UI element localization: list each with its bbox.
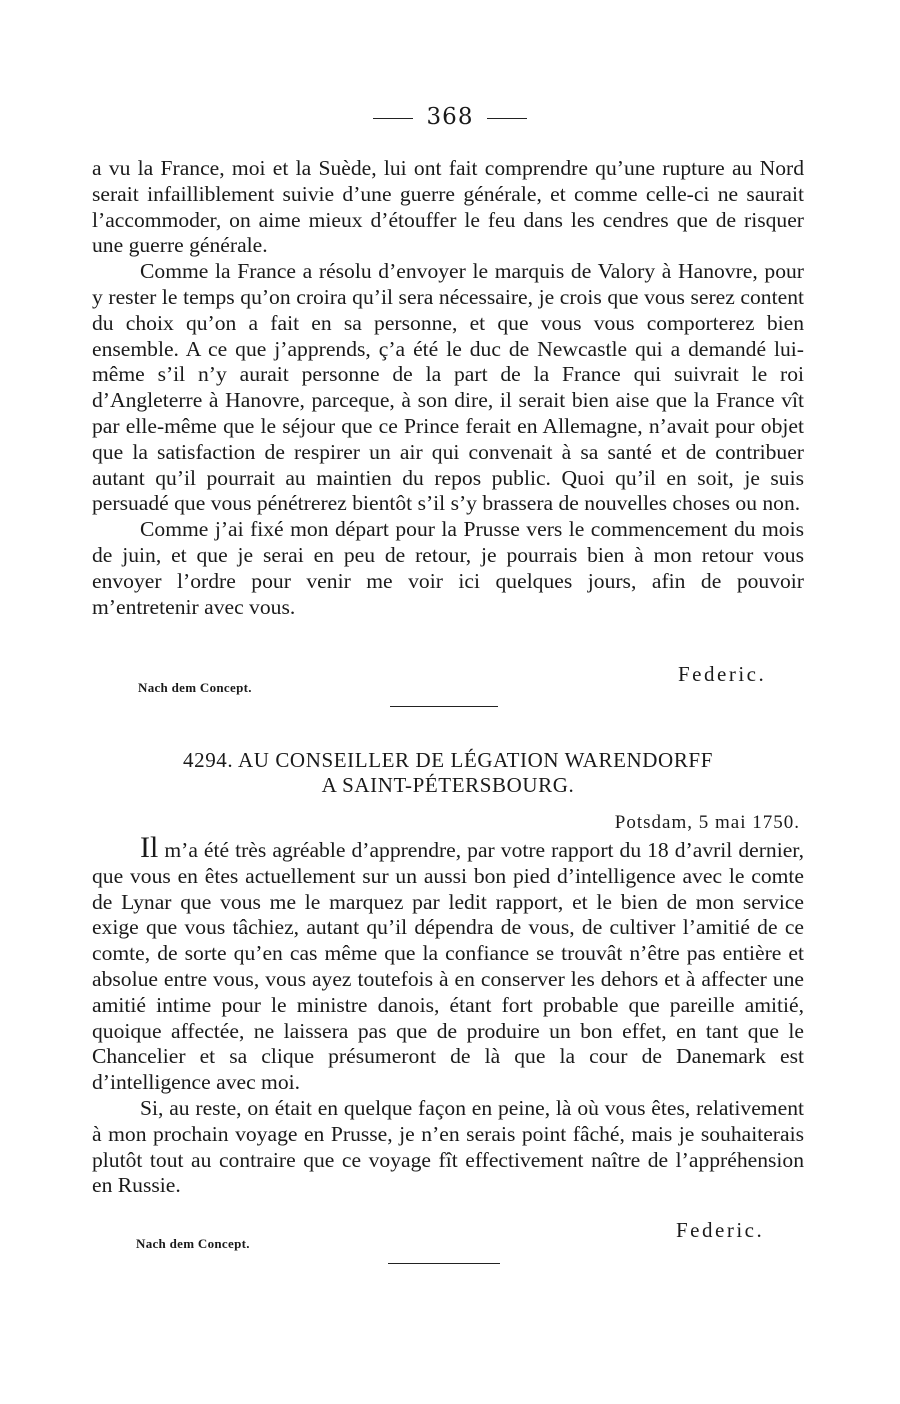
paragraph: a vu la France, moi et la Suède, lui ont fait comprendre qu’une rupture au Nord serait infailliblement suivie d’une guerre générale, et comme celle-ci ne saurait l’accommoder, on aime mieux d’étouffer le feu dans les cendres que de risquer une guerre générale. — [92, 156, 804, 258]
source-note: Nach dem Concept. — [136, 1236, 250, 1251]
divider — [388, 1263, 500, 1264]
letter-1-body — [92, 156, 804, 620]
dateline: Potsdam, 5 mai 1750. — [614, 812, 800, 833]
source-note: Nach dem Concept. — [138, 680, 252, 695]
page-number-text: 368 — [426, 104, 474, 130]
page-number — [0, 104, 900, 130]
paragraph: Comme la France a résolu d’envoyer le marquis de Valory à Hanovre, pour y rester le temps qu’on croira qu’il sera nécessaire, je crois que vous serez content du choix qu’on a fait en sa personne, et que vous vous comporterez bien ensemble. A ce que j’apprends, ç’a été le duc de Newcastle qui a demandé lui-même s’il n’y aurait personne de la part de la France qui suivrait le roi d’Angleterre à Hanovre, parceque, à son dire, il serait bien aise que la France vît par elle-même que le séjour que ce Prince ferait en Allemagne, n’avait pour objet que la satisfaction de respirer un air qui convenait à sa santé et de contribuer autant qu’il pourrait au maintien du repos public. Quoi qu’il en soit, je suis persuadé que vous pénétrerez bientôt s’il s’y brassera de nouvelles choses ou non. — [92, 259, 804, 516]
paragraph-text: m’a été très agréable d’apprendre, par votre rapport du 18 d’avril dernier, que vous en êtes actuellement sur un aussi bon pied d’intelligence avec le comte de Lynar que vous me le marquez par ledit rapport, et le bien de mon service exige que vous tâchiez, autant qu’il dépendra de vous, de cultiver l’amitié de ce comte, de sorte qu’en cas même que la confiance se trouvât n’être pas entière et absolue entre vous, vous ayez toutefois à en conserver les dehors et à affecter une amitié intime pour le ministre danois, étant fort probable que pareille amitié, quoique affectée, ne laissera pas que de produire un bon effet, en tant que le Chancelier et sa clique présumeront de là que la cour de Danemark est d’intelligence avec moi. — [92, 838, 804, 1095]
letter-heading — [92, 748, 804, 798]
heading-line-1: 4294. AU CONSEILLER DE LÉGATION WARENDORFF — [183, 748, 713, 772]
paragraph: Comme j’ai fixé mon départ pour la Prusse vers le commencement du mois de juin, et que je serai en peu de retour, je pourrais bien à mon retour vous envoyer l’ordre pour venir me voir ici quelques jours, afin de pouvoir m’entretenir avec vous. — [92, 517, 804, 619]
paragraph — [92, 831, 804, 1096]
heading-line-2: A SAINT-PÉTERSBOURG. — [321, 773, 575, 797]
initial-letter: Il — [140, 831, 159, 864]
divider — [390, 706, 498, 707]
signature: Federic. — [678, 662, 767, 686]
signature: Federic. — [676, 1218, 765, 1242]
paragraph: Si, au reste, on était en quelque façon en peine, là où vous êtes, relativement à mon prochain voyage en Prusse, je n’en serais point fâché, mais je souhaiterais plutôt tout au contraire que ce voyage fît effectivement naître de l’appréhension en Russie. — [92, 1095, 804, 1198]
letter-2-body — [92, 831, 804, 1199]
